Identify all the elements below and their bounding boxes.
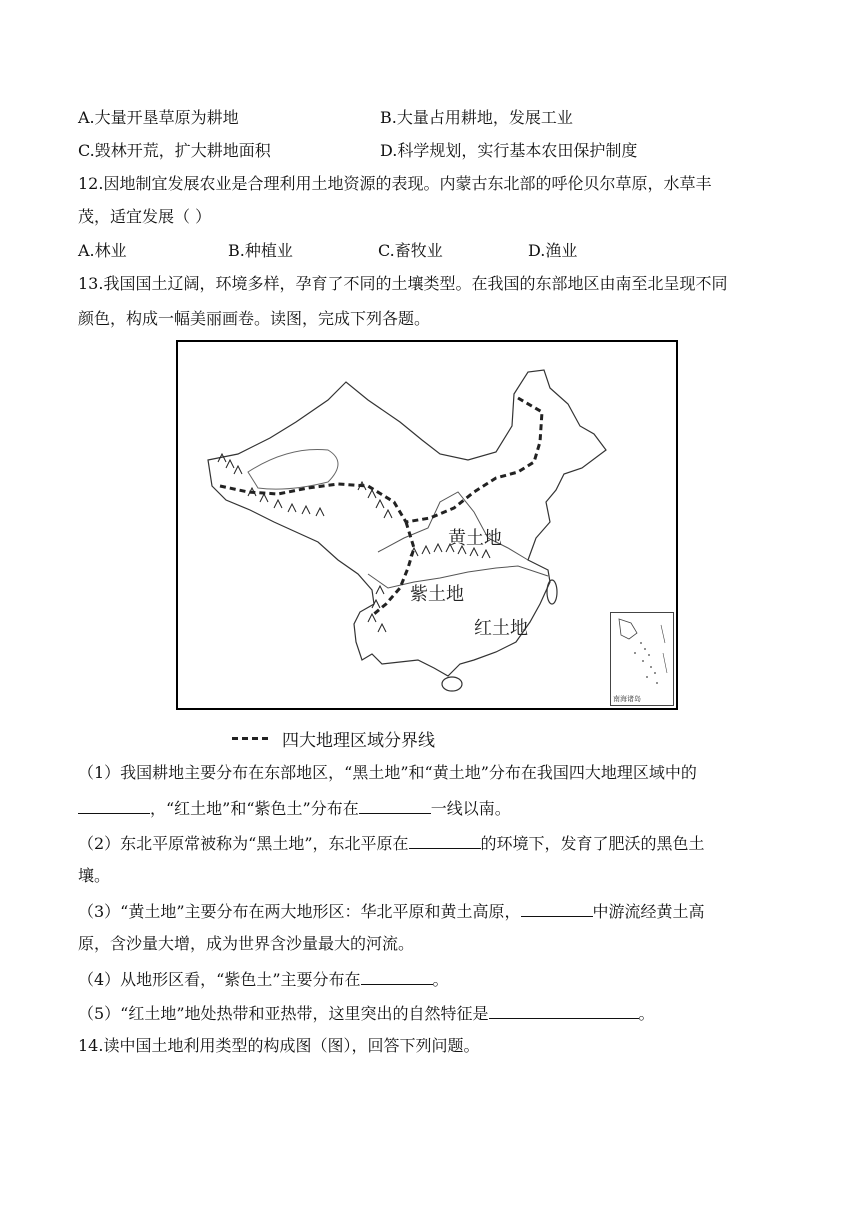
south-china-sea-inset xyxy=(610,612,674,706)
q13-p3-line2: 原，含沙量大增，成为世界含沙量最大的河流。 xyxy=(78,934,415,953)
q14-stem: 14.读中国土地利用类型的构成图（图），回答下列问题。 xyxy=(78,1036,480,1055)
q11-option-a: A.大量开垦草原为耕地 xyxy=(78,108,239,127)
taiwan-island xyxy=(547,580,557,604)
answer-blank-3[interactable] xyxy=(409,832,481,849)
label-purple-soil: 紫土地 xyxy=(410,584,464,605)
q13-p2-text1: （2）东北平原常被称为“黑土地”，东北平原在 xyxy=(78,834,409,853)
q13-p5-text2: 。 xyxy=(638,1004,655,1023)
tarim-basin xyxy=(248,449,338,489)
legend-dash-symbol xyxy=(232,737,268,740)
q13-p3-text2: 中游流经黄土高 xyxy=(592,902,705,921)
hainan-island xyxy=(442,677,462,691)
answer-blank-4[interactable] xyxy=(521,900,593,917)
label-red-earth: 红土地 xyxy=(474,618,528,639)
q13-stem-line1: 13.我国国土辽阔，环境多样，孕育了不同的土壤类型。在我国的东部地区由南至北呈现不同 xyxy=(78,274,728,293)
q13-p3-text1: （3）“黄土地”主要分布在两大地形区：华北平原和黄土高原， xyxy=(78,902,521,921)
answer-blank-1[interactable] xyxy=(78,797,150,814)
q13-p2-line1 xyxy=(78,832,705,854)
q13-p4-text2: 。 xyxy=(432,970,449,989)
q12-option-c: C.畜牧业 xyxy=(378,241,443,260)
q12-option-d: D.渔业 xyxy=(528,241,578,260)
answer-blank-6[interactable] xyxy=(489,1002,639,1019)
q12-stem-line1: 12.因地制宜发展农业是合理利用土地资源的表现。内蒙古东北部的呼伦贝尔草原，水草丰 xyxy=(78,174,712,193)
label-yellow-earth: 黄土地 xyxy=(448,528,502,549)
q12-stem-line2: 茂，适宜发展（ ） xyxy=(78,207,212,226)
q13-stem-line2: 颜色，构成一幅美丽画卷。读图，完成下列各题。 xyxy=(78,309,431,328)
answer-blank-2[interactable] xyxy=(359,797,431,814)
q13-p2-text2: 的环境下，发育了肥沃的黑色土 xyxy=(480,834,705,853)
inset-drawing xyxy=(611,613,671,693)
q11-option-b: B.大量占用耕地，发展工业 xyxy=(380,108,573,127)
q13-p5-line xyxy=(78,1002,655,1024)
q13-p5-text1: （5）“红土地”地处热带和亚热带，这里突出的自然特征是 xyxy=(78,1004,489,1023)
q13-p4-text1: （4）从地形区看，“紫色土”主要分布在 xyxy=(78,970,361,989)
q13-p4-line xyxy=(78,968,449,990)
q13-p1-line1: （1）我国耕地主要分布在东部地区，“黑土地”和“黄土地”分布在我国四大地理区域中的 xyxy=(78,763,697,782)
q13-p1-line2 xyxy=(78,797,511,819)
q13-p1-text2: 一线以南。 xyxy=(430,799,511,818)
q11-option-c: C.毁林开荒，扩大耕地面积 xyxy=(78,141,271,160)
q13-p3-line1 xyxy=(78,900,705,922)
q11-option-d: D.科学规划，实行基本农田保护制度 xyxy=(380,141,638,160)
inset-caption: 南海诸岛 xyxy=(613,695,641,703)
china-map-drawing xyxy=(178,342,676,708)
china-soil-map xyxy=(176,340,678,710)
q13-p2-line2: 壤。 xyxy=(78,866,111,885)
boundary-north xyxy=(406,398,542,522)
answer-blank-5[interactable] xyxy=(361,968,433,985)
q12-option-b: B.种植业 xyxy=(228,241,293,260)
q13-p1-text1: ，“红土地”和“紫色土”分布在 xyxy=(150,799,359,818)
legend-label: 四大地理区域分界线 xyxy=(282,731,435,751)
q12-option-a: A.林业 xyxy=(78,241,127,260)
map-legend xyxy=(232,726,435,751)
